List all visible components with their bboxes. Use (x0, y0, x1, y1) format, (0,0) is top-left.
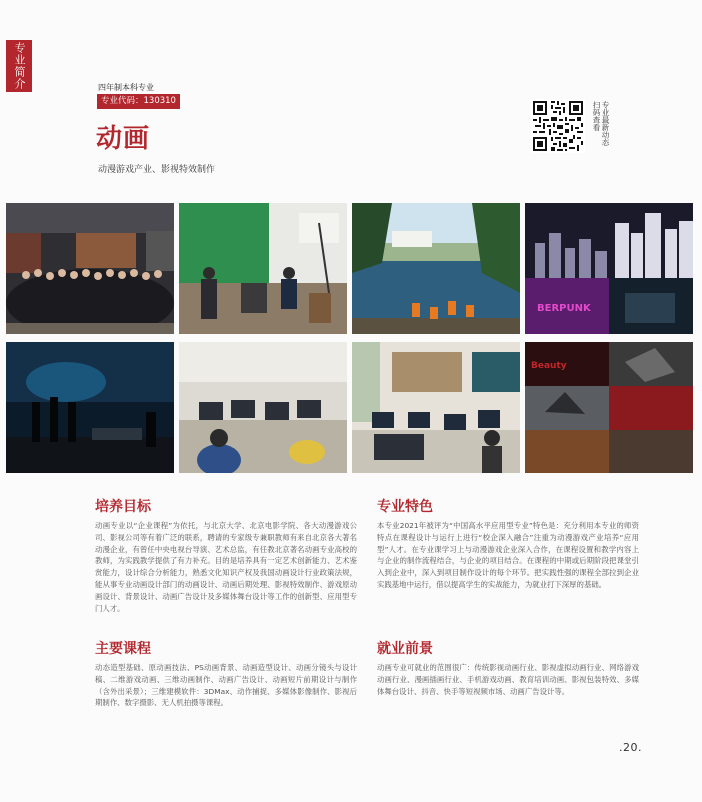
photo-concept-art (525, 342, 693, 473)
svg-text:BERPUNK: BERPUNK (537, 303, 591, 314)
career-prospects-text: 动画专业可就业的范围很广：传统影视动画行业、影视虚拟动画行业、网络游戏动画行业、漫画插画行业、手机游戏动画、教育培训动画、影视包装特效、多媒体舞台设计、抖音、快手等短视频市场、动画广告设计等。 (377, 663, 639, 696)
degree-label: 四年制本科专业 (98, 83, 154, 92)
qr-code-icon (531, 99, 585, 153)
training-goals-title: 培养目标 (95, 499, 151, 515)
qr-caption-left: 扫码查看 (592, 101, 601, 131)
photo-motion-capture (6, 342, 174, 473)
main-courses-text: 动态造型基础、原动画技法、PS动画背景、动画造型设计、动画分镜头与设计稿、二维游戏动画、三维动画制作、动画广告设计、动画短片前期设计与制作（含外出采景）；三维建模软件：3DMax、动作捕捉、多媒体影像制作、影视后期制作、数字摄影、无人机拍摄等课程。 (95, 663, 357, 708)
major-features-text: 本专业2021年被评为“中国高水平应用型专业”特色是：充分利用本专业的师资特点在课程设计与运行上进行“校企深入融合”注重为动漫游戏产业培养“应用型”人才。在专业课学习上与动漫游戏企业深入合作，在课程设置和教学内容上与企业的制作流程结合，与企业的项目结合。在课程的中期或后期阶段把课堂引入到企业中，深入到项目制作设计的每个环节。把实践性强的课程全部拉到企业实践基地中运行，借以提高学生的实战能力，为就业打下深厚的基础。 (377, 521, 639, 589)
qr-caption-right: 专业最新动态 (601, 101, 610, 146)
photo-computer-lab (179, 342, 347, 473)
main-courses-title: 主要课程 (95, 641, 151, 657)
section-tab: 专业简介 (6, 40, 32, 92)
training-goals-text: 动画专业以“企业课程”为依托，与北京大学、北京电影学院、各大动漫游戏公司、影视公司等有着广泛的联系，聘请的专家级专兼职教师有来自北京各大著名动漫企业，有曾任中央电视台导演、艺术总监，有任教北京著名动画专业高校的教师，为实践教学提供了有力补充。目的是培养具有一定艺术创新能力、艺术鉴赏能力，设计综合分析能力，熟悉文化知识产权及我国动画设计行业政策法规，能从事专业动画设计部门的动画设计、动画后期处理、影视特效制作、游戏原动画设计、背景设计、动画广告设计及多媒体舞台设计等工作的创新型、应用型专门人才。 (95, 521, 357, 613)
major-features-title: 专业特色 (377, 499, 433, 515)
photo-group-students (6, 203, 174, 334)
major-subtitle: 动漫游戏产业、影视特效制作 (98, 165, 216, 175)
major-title: 动画 (96, 124, 151, 154)
photo-classroom (352, 342, 520, 473)
photo-city-render (525, 203, 693, 334)
svg-text:Beauty: Beauty (531, 361, 567, 371)
page-number: .20. (619, 741, 642, 754)
photo-film-studio (179, 203, 347, 334)
career-prospects-title: 就业前景 (377, 641, 433, 657)
photo-outdoor-sketching (352, 203, 520, 334)
major-code-badge: 专业代码：130310 (97, 94, 180, 109)
